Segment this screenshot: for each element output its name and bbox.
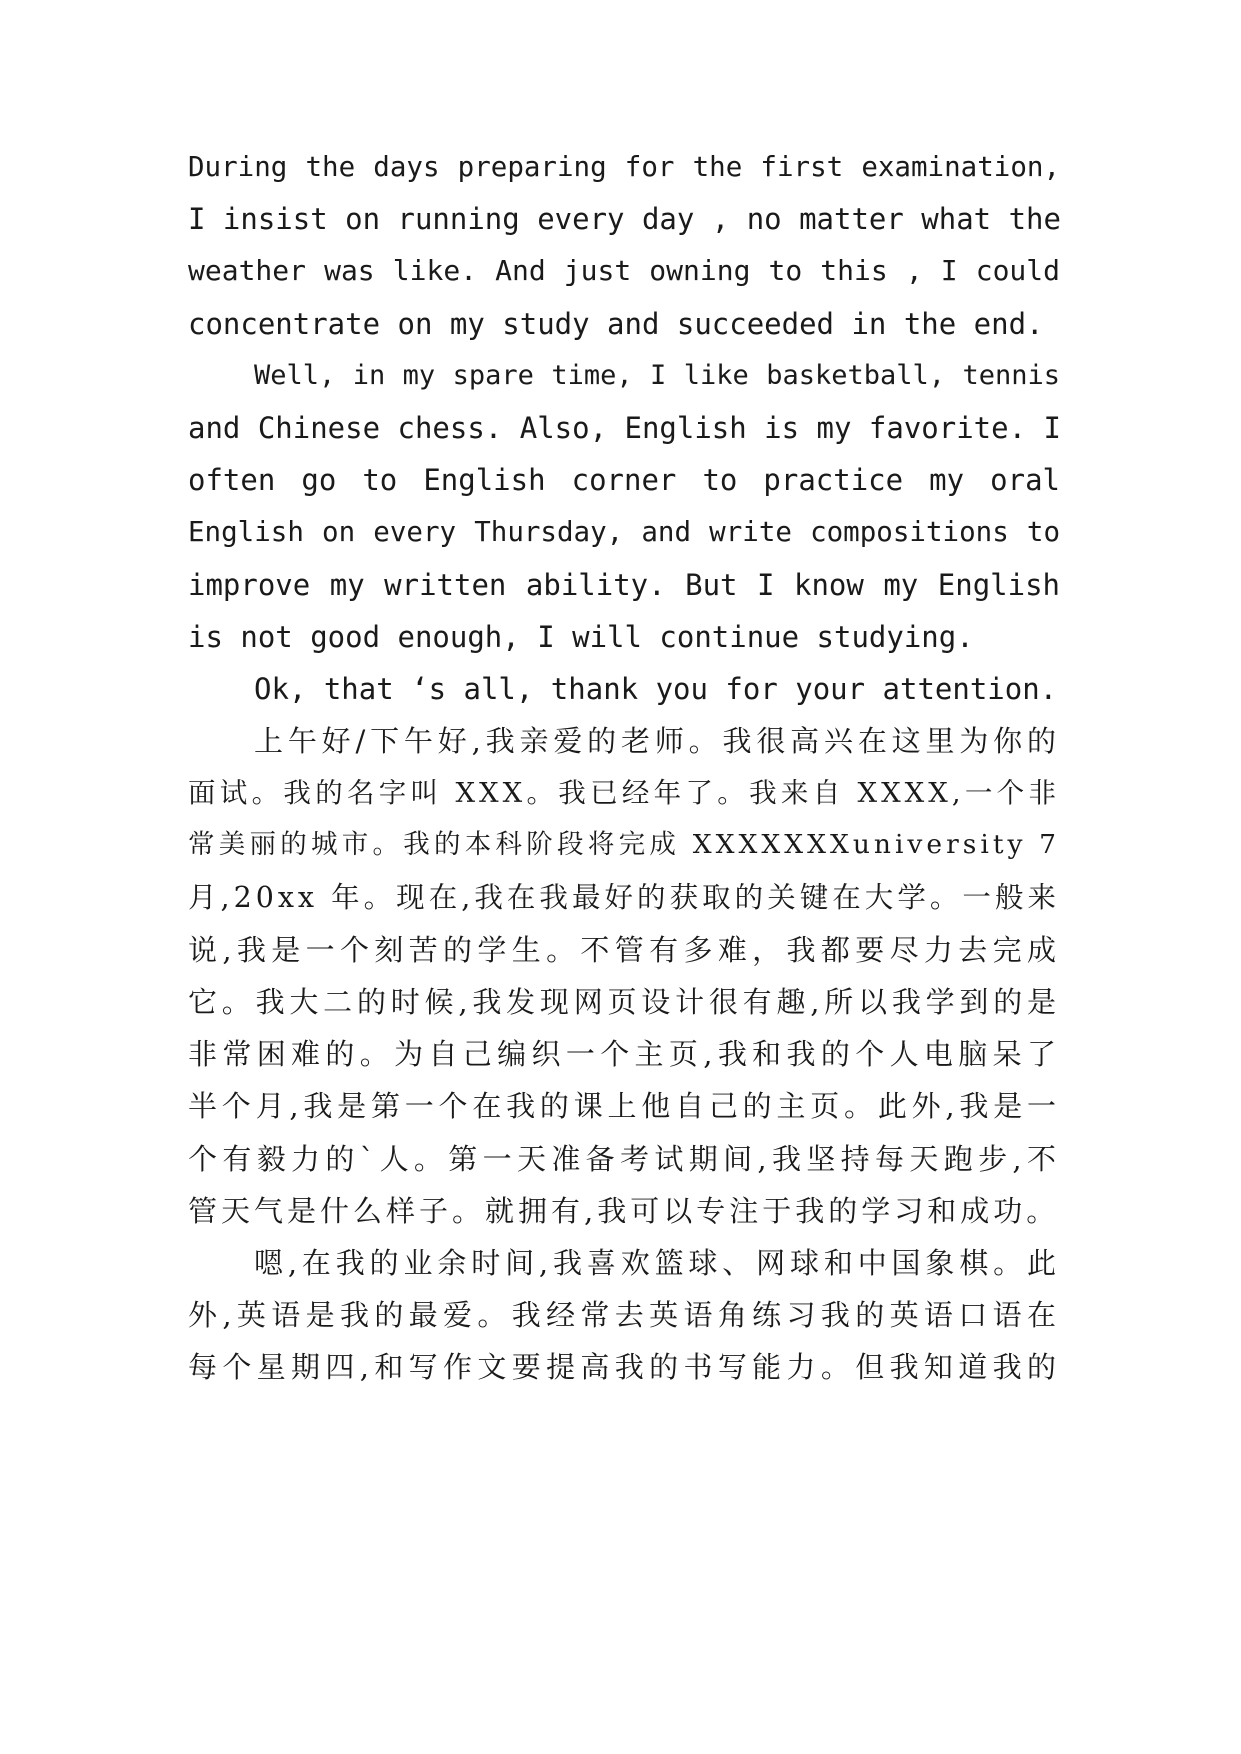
text-line: 月,20xx 年。现在,我在我最好的获取的关键在大学。一般来 (188, 881, 1060, 914)
text-line: During the days preparing for the first examination, (188, 151, 1060, 183)
text-line: Well, in my spare time, I like basketball, tennis (254, 360, 1060, 391)
text-line: often go to English corner to practice my oral (188, 463, 1060, 497)
text-line: concentrate on my study and succeeded in the end. (188, 307, 1044, 341)
text-line: 个有毅力的`人。第一天准备考试期间,我坚持每天跑步,不 (188, 1142, 1060, 1176)
text-line: is not good enough, I will continue studying. (188, 620, 974, 654)
text-line: weather was like. And just owning to this , I could (188, 254, 1060, 287)
text-line: 管天气是什么样子。就拥有,我可以专注于我的学习和成功。 (188, 1194, 1060, 1228)
text-line: I insist on running every day , no matter what the (188, 202, 1061, 236)
text-line: improve my written ability. But I know my English (188, 568, 1060, 602)
text-line: 上午好/下午好,我亲爱的老师。我很高兴在这里为你的 (254, 724, 1060, 758)
text-line: 它。我大二的时候,我发现网页设计很有趣,所以我学到的是 (188, 985, 1060, 1019)
text-line: 每个星期四,和写作文要提高我的书写能力。但我知道我的 (188, 1350, 1060, 1384)
text-line: Ok, that ‘s all, thank you for your attention. (254, 672, 1058, 706)
text-line: English on every Thursday, and write compositions to (188, 516, 1060, 548)
text-line: 嗯,在我的业余时间,我喜欢篮球、网球和中国象棋。此 (254, 1246, 1060, 1280)
text-line: 非常困难的。为自己编织一个主页,我和我的个人电脑呆了 (188, 1037, 1060, 1071)
text-line: 半个月,我是第一个在我的课上他自己的主页。此外,我是一 (188, 1089, 1060, 1123)
text-line: 常美丽的城市。我的本科阶段将完成 XXXXXXXuniversity 7 (188, 829, 1060, 860)
text-line: 面试。我的名字叫 XXX。我已经年了。我来自 XXXX,一个非 (188, 777, 1060, 809)
text-line: 外,英语是我的最爱。我经常去英语角练习我的英语口语在 (188, 1298, 1060, 1332)
text-line: 说,我是一个刻苦的学生。不管有多难，我都要尽力去完成 (188, 933, 1060, 967)
text-line: and Chinese chess. Also, English is my favorite. I (188, 411, 1061, 445)
